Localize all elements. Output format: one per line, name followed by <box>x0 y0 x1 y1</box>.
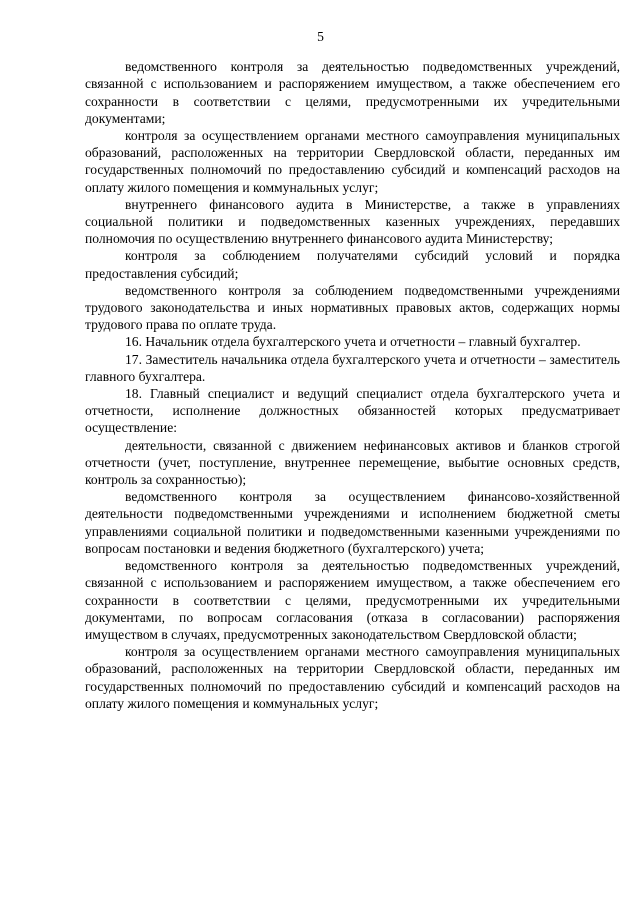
page-number: 5 <box>317 29 324 44</box>
paragraph: ведомственного контроля за соблюдением подведомственными учреждениями трудового законодательства и иных нормативных правовых актов, содержащих нормы трудового права по оплате труда. <box>85 282 620 333</box>
paragraph-item-16: 16. Начальник отдела бухгалтерского учета и отчетности – главный бухгалтер. <box>125 334 581 350</box>
paragraph: внутреннего финансового аудита в Министерстве, а также в управлениях социальной политики и подведомственных казенных учреждениях, передавших полномочия по осуществлению внутреннего финансового аудита Министерству; <box>85 196 620 247</box>
paragraph: контроля за осуществлением органами местного самоуправления муниципальных образований, расположенных на территории Свердловской области, переданных им государственных полномочий по предоставлению субсидий и компенсаций расходов на оплату жилого помещения и коммунальных услуг; <box>85 128 620 195</box>
paragraph-item-18: 18. Главный специалист и ведущий специалист отдела бухгалтерского учета и отчетности, исполнение должностных обязанностей которых предусматривает осуществление: <box>85 386 620 436</box>
paragraph: контроля за соблюдением получателями субсидий условий и порядка предоставления субсидий; <box>85 248 620 281</box>
paragraph: ведомственного контроля за осуществлением финансово-хозяйственной деятельности подведомственными учреждениями и исполнением бюджетной сметы управлениями социальной политики и подведомственными казенными учреждениями по вопросам постановки и ведения бюджетного (бухгалтерского) учета; <box>85 489 620 556</box>
paragraph: деятельности, связанной с движением нефинансовых активов и бланков строгой отчетности (учет, поступление, внутреннее перемещение, выбытие основных средств, контроль за сохранностью); <box>85 437 620 488</box>
paragraph: ведомственного контроля за деятельностью подведомственных учреждений, связанной с использованием и распоряжением имуществом, а также обеспечением его сохранности в соответствии с целями, предусмотренными их учредительными документами; <box>85 59 620 126</box>
paragraph: контроля за осуществлением органами местного самоуправления муниципальных образований, расположенных на территории Свердловской области, переданных им государственных полномочий по предоставлению субсидий и компенсаций расходов на оплату жилого помещения и коммунальных услуг; <box>85 644 620 711</box>
paragraph: ведомственного контроля за деятельностью подведомственных учреждений, связанной с использованием и распоряжением имуществом, а также обеспечением его сохранности в соответствии с целями, предусмотренными их учредительными документами, по вопросам согласования (отказа в согласовании) распоряжения имуществом в случаях, предусмотренных законодательством Свердловской области; <box>85 558 620 642</box>
paragraph-item-17: 17. Заместитель начальника отдела бухгалтерского учета и отчетности – заместитель главного бухгалтера. <box>85 351 620 384</box>
